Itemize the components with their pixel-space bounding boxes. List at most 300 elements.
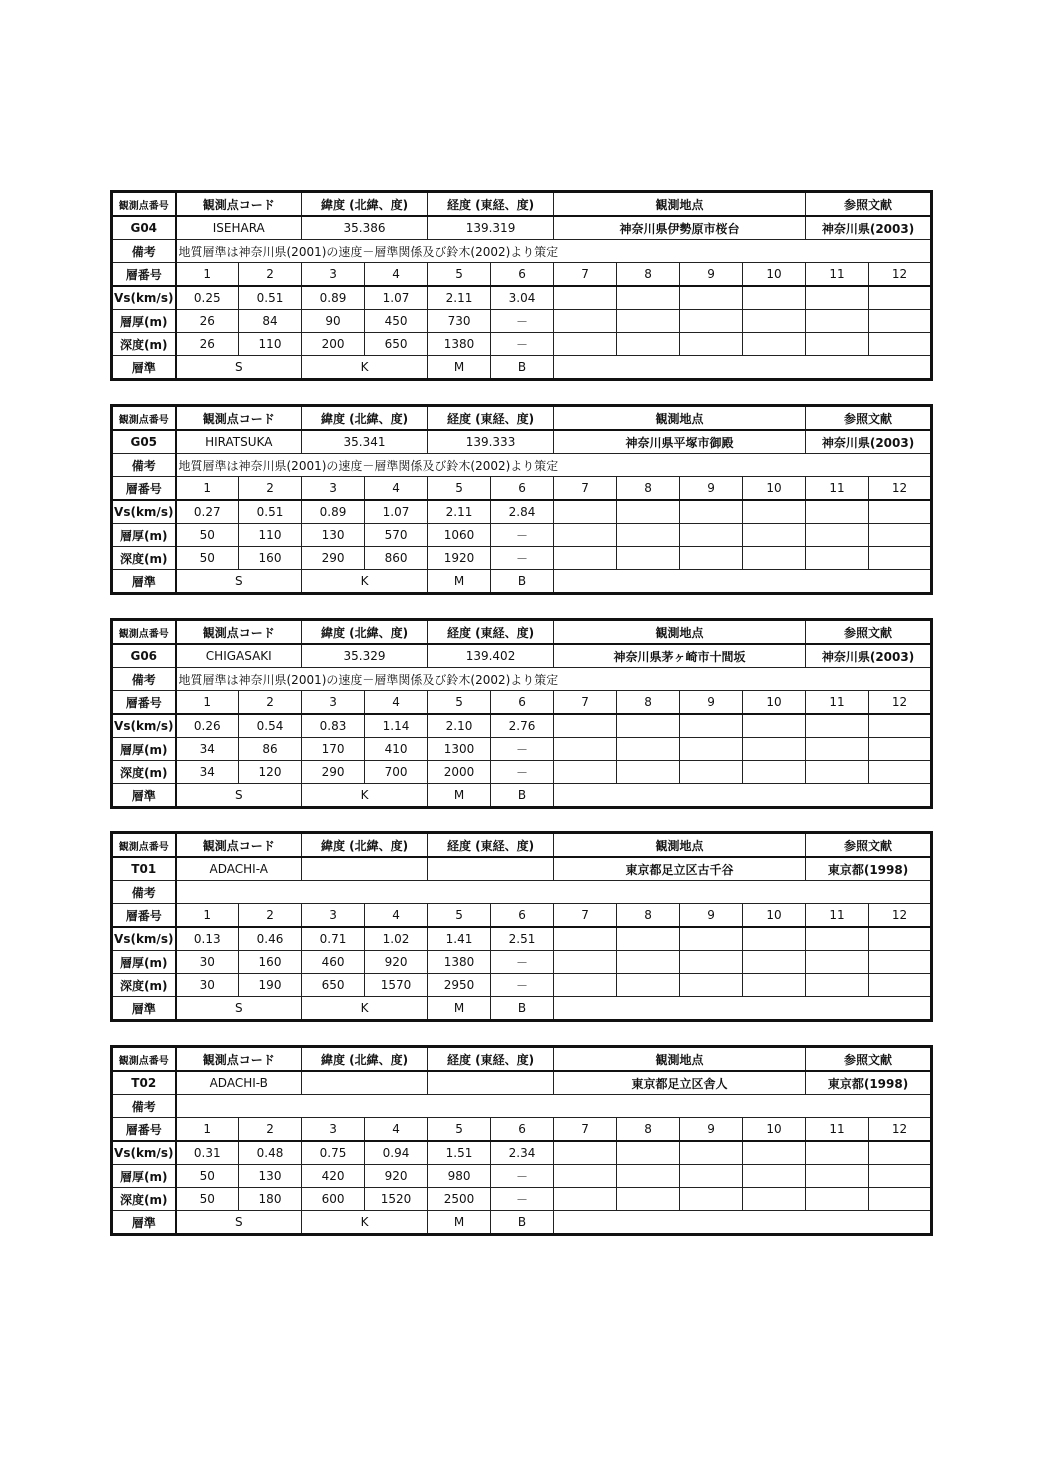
empty-cell — [743, 547, 806, 570]
reference-value: 神奈川県(2003) — [806, 216, 932, 240]
empty-cell — [617, 927, 680, 951]
layer-no-label: 層番号 — [112, 691, 176, 715]
reference-label: 参照文献 — [806, 1047, 932, 1072]
layer-number: 3 — [302, 477, 365, 501]
empty-cell — [554, 524, 617, 547]
layer-number: 2 — [239, 904, 302, 928]
empty-cell — [806, 333, 869, 356]
stratum-k: K — [302, 997, 428, 1021]
thickness-value: － — [491, 951, 554, 974]
thickness-value: － — [491, 524, 554, 547]
empty-cell — [680, 1165, 743, 1188]
stratum-m: M — [428, 997, 491, 1021]
layer-number: 9 — [680, 263, 743, 287]
depth-value: 290 — [302, 761, 365, 784]
thickness-value: 34 — [176, 738, 239, 761]
vs-value: 0.54 — [239, 714, 302, 738]
vs-value: 2.11 — [428, 286, 491, 310]
empty-cell — [869, 738, 932, 761]
layer-number: 4 — [365, 1118, 428, 1142]
location-value: 神奈川県茅ヶ崎市十間坂 — [554, 644, 806, 668]
vs-value: 0.83 — [302, 714, 365, 738]
stratum-s: S — [176, 570, 302, 594]
depth-value: 120 — [239, 761, 302, 784]
remarks-label: 備考 — [112, 1095, 176, 1118]
latitude-value — [302, 1071, 428, 1095]
vs-value: 0.71 — [302, 927, 365, 951]
empty-cell — [743, 310, 806, 333]
layer-number: 8 — [617, 904, 680, 928]
thickness-label: 層厚(m) — [112, 310, 176, 333]
thickness-value: 920 — [365, 1165, 428, 1188]
layer-number: 5 — [428, 904, 491, 928]
stratum-b: B — [491, 1211, 554, 1235]
station-id: T02 — [112, 1071, 176, 1095]
empty-cell — [554, 997, 932, 1021]
vs-value: 2.76 — [491, 714, 554, 738]
station-table-t02 — [110, 1045, 933, 1236]
empty-cell — [680, 714, 743, 738]
empty-cell — [869, 310, 932, 333]
empty-cell — [869, 286, 932, 310]
vs-label: Vs(km/s) — [112, 286, 176, 310]
empty-cell — [743, 1141, 806, 1165]
latitude-label: 緯度 (北緯、度) — [302, 833, 428, 858]
depth-value: 110 — [239, 333, 302, 356]
layer-number: 7 — [554, 477, 617, 501]
vs-value: 0.48 — [239, 1141, 302, 1165]
vs-label: Vs(km/s) — [112, 500, 176, 524]
station-id: G04 — [112, 216, 176, 240]
stratum-b: B — [491, 570, 554, 594]
empty-cell — [806, 524, 869, 547]
station-code: ADACHI-A — [176, 857, 302, 881]
layer-number: 1 — [176, 263, 239, 287]
layer-number: 12 — [869, 904, 932, 928]
layer-number: 2 — [239, 477, 302, 501]
thickness-label: 層厚(m) — [112, 738, 176, 761]
depth-value: 860 — [365, 547, 428, 570]
empty-cell — [554, 974, 617, 997]
layer-number: 7 — [554, 1118, 617, 1142]
empty-cell — [869, 1188, 932, 1211]
vs-value: 1.07 — [365, 286, 428, 310]
stratum-m: M — [428, 570, 491, 594]
depth-value: － — [491, 761, 554, 784]
vs-value: 0.31 — [176, 1141, 239, 1165]
layer-number: 12 — [869, 691, 932, 715]
thickness-value: 420 — [302, 1165, 365, 1188]
empty-cell — [869, 974, 932, 997]
empty-cell — [617, 524, 680, 547]
depth-value: 1380 — [428, 333, 491, 356]
empty-cell — [806, 714, 869, 738]
stratum-b: B — [491, 784, 554, 808]
layer-number: 10 — [743, 263, 806, 287]
empty-cell — [806, 761, 869, 784]
thickness-value: 26 — [176, 310, 239, 333]
depth-value: 190 — [239, 974, 302, 997]
station-no-label: 観測点番号 — [112, 1047, 176, 1072]
empty-cell — [869, 761, 932, 784]
thickness-value: 30 — [176, 951, 239, 974]
empty-cell — [869, 1141, 932, 1165]
stratum-s: S — [176, 356, 302, 380]
empty-cell — [743, 524, 806, 547]
layer-number: 9 — [680, 904, 743, 928]
station-code-label: 観測点コード — [176, 192, 302, 217]
station-table-g05 — [110, 404, 933, 595]
empty-cell — [680, 738, 743, 761]
layer-number: 1 — [176, 1118, 239, 1142]
remarks-label: 備考 — [112, 668, 176, 691]
empty-cell — [554, 333, 617, 356]
layer-number: 7 — [554, 904, 617, 928]
longitude-label: 経度 (東経、度) — [428, 1047, 554, 1072]
thickness-value: 1380 — [428, 951, 491, 974]
thickness-label: 層厚(m) — [112, 524, 176, 547]
layer-number: 8 — [617, 263, 680, 287]
empty-cell — [806, 951, 869, 974]
empty-cell — [806, 310, 869, 333]
layer-no-label: 層番号 — [112, 263, 176, 287]
vs-value: 1.14 — [365, 714, 428, 738]
depth-value: － — [491, 333, 554, 356]
location-value: 神奈川県平塚市御殿 — [554, 430, 806, 454]
depth-value: 2000 — [428, 761, 491, 784]
empty-cell — [743, 500, 806, 524]
empty-cell — [869, 1165, 932, 1188]
stratum-k: K — [302, 356, 428, 380]
empty-cell — [617, 286, 680, 310]
layer-number: 3 — [302, 263, 365, 287]
depth-value: 26 — [176, 333, 239, 356]
vs-label: Vs(km/s) — [112, 927, 176, 951]
empty-cell — [743, 974, 806, 997]
latitude-value: 35.341 — [302, 430, 428, 454]
empty-cell — [869, 500, 932, 524]
empty-cell — [806, 738, 869, 761]
station-no-label: 観測点番号 — [112, 406, 176, 431]
layer-number: 3 — [302, 1118, 365, 1142]
thickness-value: 170 — [302, 738, 365, 761]
location-value: 東京都足立区古千谷 — [554, 857, 806, 881]
thickness-value: 110 — [239, 524, 302, 547]
layer-number: 7 — [554, 263, 617, 287]
depth-value: 650 — [302, 974, 365, 997]
depth-value: 160 — [239, 547, 302, 570]
depth-label: 深度(m) — [112, 333, 176, 356]
reference-value: 神奈川県(2003) — [806, 430, 932, 454]
stratum-k: K — [302, 784, 428, 808]
thickness-value: 50 — [176, 1165, 239, 1188]
thickness-value: 90 — [302, 310, 365, 333]
stratum-m: M — [428, 1211, 491, 1235]
empty-cell — [617, 1141, 680, 1165]
station-code-label: 観測点コード — [176, 406, 302, 431]
empty-cell — [680, 951, 743, 974]
empty-cell — [743, 333, 806, 356]
location-value: 神奈川県伊勢原市桜台 — [554, 216, 806, 240]
stratum-s: S — [176, 997, 302, 1021]
empty-cell — [554, 570, 932, 594]
empty-cell — [806, 927, 869, 951]
layer-number: 6 — [491, 477, 554, 501]
empty-cell — [617, 333, 680, 356]
empty-cell — [869, 714, 932, 738]
remarks-value: 地質層準は神奈川県(2001)の速度－層準関係及び鈴木(2002)より策定 — [176, 668, 932, 691]
empty-cell — [806, 286, 869, 310]
vs-label: Vs(km/s) — [112, 714, 176, 738]
stratum-k: K — [302, 1211, 428, 1235]
layer-number: 10 — [743, 691, 806, 715]
thickness-value: 920 — [365, 951, 428, 974]
location-label: 観測地点 — [554, 833, 806, 858]
layer-number: 1 — [176, 691, 239, 715]
layer-number: 5 — [428, 263, 491, 287]
layer-number: 10 — [743, 1118, 806, 1142]
reference-value: 東京都(1998) — [806, 1071, 932, 1095]
empty-cell — [680, 547, 743, 570]
thickness-value: 130 — [302, 524, 365, 547]
vs-value: 2.84 — [491, 500, 554, 524]
empty-cell — [554, 286, 617, 310]
remarks-label: 備考 — [112, 881, 176, 904]
empty-cell — [806, 547, 869, 570]
thickness-value: 570 — [365, 524, 428, 547]
empty-cell — [617, 1188, 680, 1211]
remarks-label: 備考 — [112, 454, 176, 477]
station-no-label: 観測点番号 — [112, 833, 176, 858]
depth-value: － — [491, 974, 554, 997]
empty-cell — [743, 1188, 806, 1211]
depth-value: 1920 — [428, 547, 491, 570]
empty-cell — [617, 761, 680, 784]
stratum-label: 層準 — [112, 784, 176, 808]
layer-number: 6 — [491, 904, 554, 928]
reference-label: 参照文献 — [806, 406, 932, 431]
location-label: 観測地点 — [554, 406, 806, 431]
remarks-value — [176, 881, 932, 904]
vs-value: 0.27 — [176, 500, 239, 524]
thickness-label: 層厚(m) — [112, 1165, 176, 1188]
empty-cell — [617, 1165, 680, 1188]
depth-value: 2950 — [428, 974, 491, 997]
station-code: HIRATSUKA — [176, 430, 302, 454]
depth-label: 深度(m) — [112, 761, 176, 784]
station-id: T01 — [112, 857, 176, 881]
layer-number: 1 — [176, 904, 239, 928]
layer-number: 10 — [743, 904, 806, 928]
reference-label: 参照文献 — [806, 833, 932, 858]
thickness-value: 460 — [302, 951, 365, 974]
empty-cell — [680, 927, 743, 951]
remarks-value: 地質層準は神奈川県(2001)の速度－層準関係及び鈴木(2002)より策定 — [176, 454, 932, 477]
layer-number: 11 — [806, 263, 869, 287]
layer-number: 12 — [869, 263, 932, 287]
empty-cell — [554, 1211, 932, 1235]
layer-number: 11 — [806, 477, 869, 501]
stratum-label: 層準 — [112, 570, 176, 594]
stratum-b: B — [491, 356, 554, 380]
layer-number: 4 — [365, 904, 428, 928]
empty-cell — [617, 500, 680, 524]
empty-cell — [680, 500, 743, 524]
empty-cell — [869, 524, 932, 547]
layer-number: 4 — [365, 691, 428, 715]
empty-cell — [743, 1165, 806, 1188]
thickness-value: 450 — [365, 310, 428, 333]
remarks-value: 地質層準は神奈川県(2001)の速度－層準関係及び鈴木(2002)より策定 — [176, 240, 932, 263]
empty-cell — [554, 951, 617, 974]
empty-cell — [617, 547, 680, 570]
layer-number: 11 — [806, 904, 869, 928]
longitude-value — [428, 1071, 554, 1095]
empty-cell — [806, 1188, 869, 1211]
layer-number: 9 — [680, 691, 743, 715]
empty-cell — [680, 286, 743, 310]
depth-value: 1570 — [365, 974, 428, 997]
depth-value: 1520 — [365, 1188, 428, 1211]
vs-value: 0.94 — [365, 1141, 428, 1165]
layer-number: 1 — [176, 477, 239, 501]
empty-cell — [617, 974, 680, 997]
stratum-m: M — [428, 784, 491, 808]
depth-label: 深度(m) — [112, 547, 176, 570]
empty-cell — [869, 333, 932, 356]
latitude-label: 緯度 (北緯、度) — [302, 1047, 428, 1072]
thickness-value: 1300 — [428, 738, 491, 761]
longitude-value — [428, 857, 554, 881]
depth-value: 200 — [302, 333, 365, 356]
empty-cell — [554, 500, 617, 524]
latitude-value — [302, 857, 428, 881]
thickness-value: 410 — [365, 738, 428, 761]
empty-cell — [680, 524, 743, 547]
location-label: 観測地点 — [554, 1047, 806, 1072]
empty-cell — [554, 738, 617, 761]
vs-value: 0.26 — [176, 714, 239, 738]
station-code: CHIGASAKI — [176, 644, 302, 668]
station-table-t01 — [110, 831, 933, 1022]
station-code: ISEHARA — [176, 216, 302, 240]
layer-no-label: 層番号 — [112, 904, 176, 928]
depth-label: 深度(m) — [112, 974, 176, 997]
empty-cell — [554, 310, 617, 333]
empty-cell — [743, 738, 806, 761]
vs-value: 0.89 — [302, 500, 365, 524]
thickness-value: － — [491, 310, 554, 333]
empty-cell — [680, 1141, 743, 1165]
station-id: G06 — [112, 644, 176, 668]
layer-number: 5 — [428, 477, 491, 501]
station-code-label: 観測点コード — [176, 833, 302, 858]
station-code-label: 観測点コード — [176, 1047, 302, 1072]
layer-number: 4 — [365, 263, 428, 287]
layer-number: 5 — [428, 691, 491, 715]
reference-label: 参照文献 — [806, 192, 932, 217]
latitude-label: 緯度 (北緯、度) — [302, 192, 428, 217]
vs-value: 1.41 — [428, 927, 491, 951]
vs-value: 2.34 — [491, 1141, 554, 1165]
station-table-g06 — [110, 618, 933, 809]
longitude-label: 経度 (東経、度) — [428, 192, 554, 217]
empty-cell — [680, 310, 743, 333]
empty-cell — [743, 286, 806, 310]
empty-cell — [743, 714, 806, 738]
vs-value: 2.11 — [428, 500, 491, 524]
thickness-value: 84 — [239, 310, 302, 333]
depth-value: 34 — [176, 761, 239, 784]
layer-number: 8 — [617, 1118, 680, 1142]
empty-cell — [554, 547, 617, 570]
layer-number: 6 — [491, 1118, 554, 1142]
layer-number: 7 — [554, 691, 617, 715]
empty-cell — [554, 714, 617, 738]
thickness-value: 1060 — [428, 524, 491, 547]
empty-cell — [680, 333, 743, 356]
latitude-label: 緯度 (北緯、度) — [302, 406, 428, 431]
vs-value: 0.25 — [176, 286, 239, 310]
empty-cell — [806, 974, 869, 997]
empty-cell — [617, 951, 680, 974]
empty-cell — [743, 927, 806, 951]
vs-value: 0.51 — [239, 500, 302, 524]
longitude-value: 139.402 — [428, 644, 554, 668]
stratum-b: B — [491, 997, 554, 1021]
vs-value: 2.51 — [491, 927, 554, 951]
vs-value: 0.13 — [176, 927, 239, 951]
thickness-value: － — [491, 1165, 554, 1188]
empty-cell — [617, 310, 680, 333]
location-value: 東京都足立区舎人 — [554, 1071, 806, 1095]
stratum-label: 層準 — [112, 356, 176, 380]
vs-value: 1.51 — [428, 1141, 491, 1165]
layer-number: 12 — [869, 477, 932, 501]
station-id: G05 — [112, 430, 176, 454]
empty-cell — [806, 1165, 869, 1188]
empty-cell — [617, 738, 680, 761]
layer-number: 10 — [743, 477, 806, 501]
layer-number: 6 — [491, 691, 554, 715]
stratum-label: 層準 — [112, 1211, 176, 1235]
depth-value: 2500 — [428, 1188, 491, 1211]
layer-no-label: 層番号 — [112, 1118, 176, 1142]
reference-value: 東京都(1998) — [806, 857, 932, 881]
vs-value: 0.46 — [239, 927, 302, 951]
depth-value: 50 — [176, 547, 239, 570]
layer-number: 9 — [680, 477, 743, 501]
layer-number: 11 — [806, 1118, 869, 1142]
latitude-value: 35.386 — [302, 216, 428, 240]
location-label: 観測地点 — [554, 620, 806, 645]
thickness-value: 86 — [239, 738, 302, 761]
stratum-s: S — [176, 1211, 302, 1235]
depth-value: 30 — [176, 974, 239, 997]
layer-number: 12 — [869, 1118, 932, 1142]
layer-number: 2 — [239, 263, 302, 287]
station-no-label: 観測点番号 — [112, 620, 176, 645]
depth-value: 650 — [365, 333, 428, 356]
longitude-label: 経度 (東経、度) — [428, 406, 554, 431]
longitude-value: 139.333 — [428, 430, 554, 454]
thickness-label: 層厚(m) — [112, 951, 176, 974]
station-table-g04 — [110, 190, 933, 381]
layer-number: 5 — [428, 1118, 491, 1142]
vs-value: 1.02 — [365, 927, 428, 951]
thickness-value: 160 — [239, 951, 302, 974]
depth-label: 深度(m) — [112, 1188, 176, 1211]
